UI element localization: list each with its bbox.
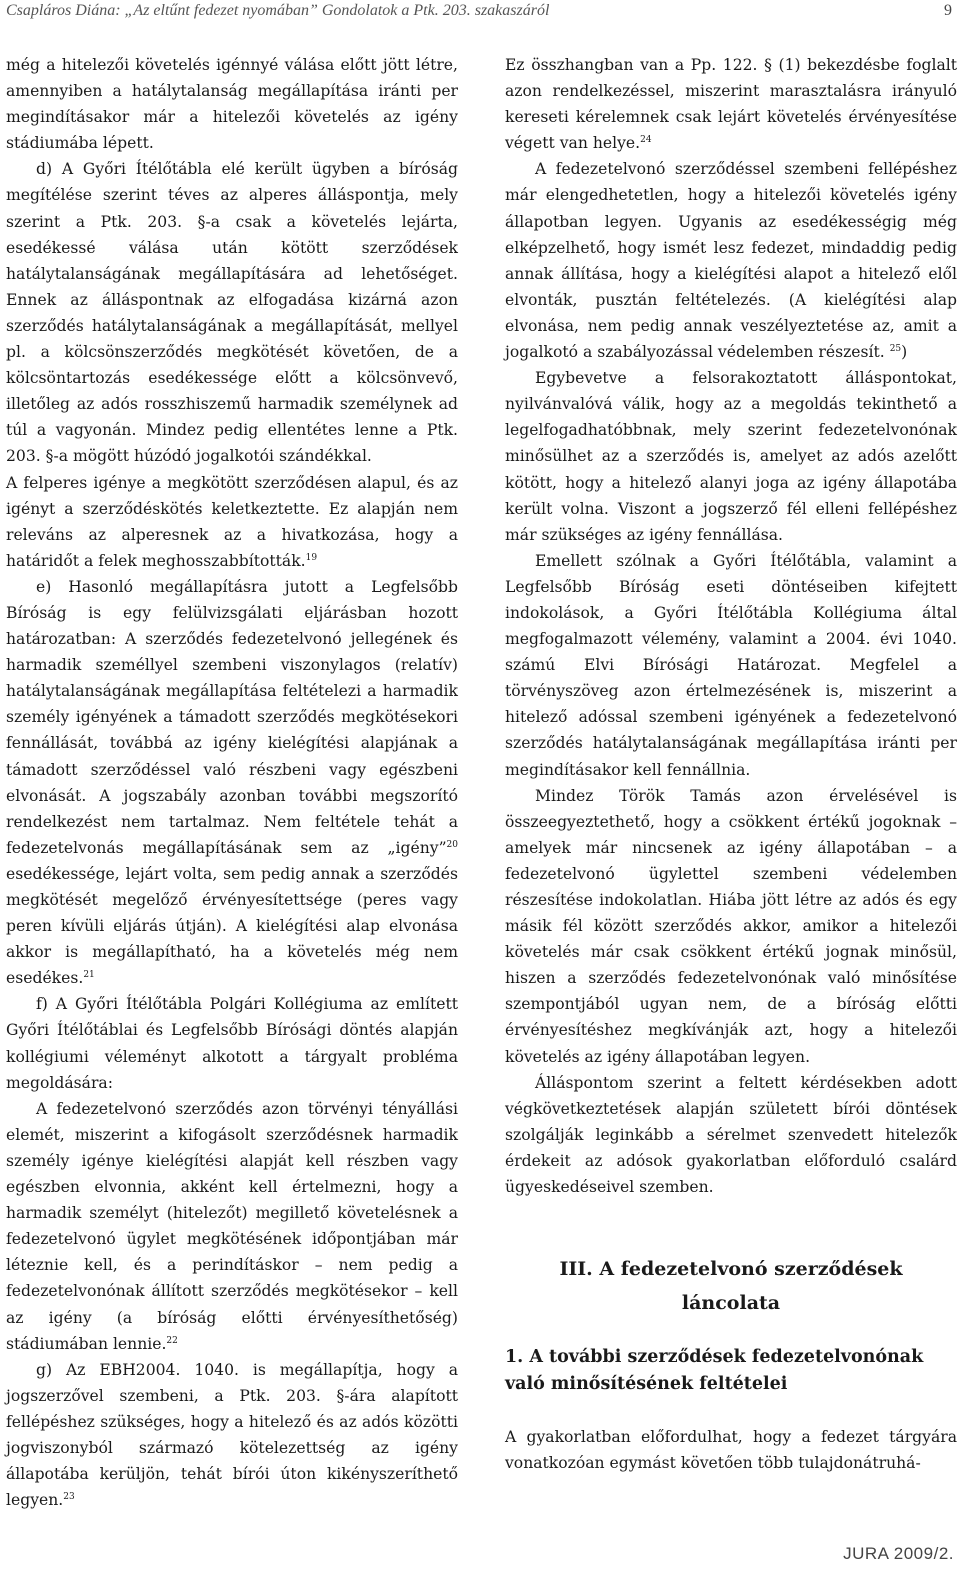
paragraph: Emellett szólnak a Győri Ítélőtábla, valamint a Legfelsőbb Bíróság eseti döntéseiben kifejtett indokolások, a Győri Ítélőtábla Kollégiuma által megfogalmazott vélemény, valamint a 2004. évi 1040. számú Elvi Bírósági Határozat. Megfelel a törvényszöveg azon értelmezésének is, miszerint a hitelező adóssal szembeni igényének a fedezetelvonó szerződés hatálytalanságának megállapítása iránti per megindításakor kell fennállnia.	[505, 551, 957, 779]
paragraph-text: A felperes igénye a megkötött szerződésen alapul, és az igényt a szerződéskötés keletkeztette. Ez alapján nem releváns az alperesnek az a hivatkozása, hogy a határidőt a felek meghosszabbították.	[6, 473, 458, 570]
paragraph: d) A Győri Ítélőtábla elé került ügyben a bíróság megítélése szerint téves az alperes álláspontja, mely szerint a Ptk. 203. §-a csak a követelés lejárta, esedékessé válása után kötött szerződések hatálytalanságának megállapítására ad lehetőséget. Ennek az álláspontnak az elfogadása kizárná azon szerződés hatálytalanságának a megállapítását, mellyel pl. a kölcsönszerződés megkötését követően, de a kölcsöntartozás esedékessége előtt a kölcsönvevő, illetőleg az adós rosszhiszemű harmadik személynek ad túl a vagyonán. Mindez pedig ellentétes lenne a Ptk. 203. §-a mögött húzódó jogalkotói szándékkal.	[6, 160, 458, 466]
footnote-ref: 19	[305, 552, 318, 563]
paragraph: Álláspontom szerint a feltett kérdésekben adott végkövetkeztetések alapján született bírói döntések szolgálják leginkább a sérelmet szenvedett hitelezők érdekeit az adósok gyakorlatban előforduló csalárd ügyeskedéseivel szemben.	[505, 1073, 957, 1197]
footnote-ref: 20	[446, 839, 458, 850]
paragraph: f) A Győri Ítélőtábla Polgári Kollégiuma az említett Győri Ítélőtáblai és Legfelsőbb Bírósági döntés alapján kollégiumi véleményt alkotott a tárgyalt probléma megoldására:	[6, 995, 458, 1092]
paragraph	[6, 1357, 458, 1514]
section-title-line: III. A fedezetelvonó szerződések	[559, 1258, 903, 1281]
paragraph	[6, 1096, 458, 1357]
paragraph-text: A fedezetelvonó szerződéssel szembeni fellépéshez már elengedhetetlen, hogy a hitelezői követelés igény állapotban legyen. Ugyanis az esedékességig még elképzelhető, hogy ismét lesz fedezet, mindaddig pedig annak állítása, hogy a kielégítési alapot a hitelező elől elvonták, pusztán feltételezés. (A kielégítési alap elvonása, nem pedig annak veszélyeztetése az, amit a jogalkotó a szabályozással védelemben részesít.	[505, 160, 957, 362]
footnote-ref: 23	[63, 1492, 75, 1503]
paragraph-text: g) Az EBH2004. 1040. is megállapítja, hogy a jogszerzővel szembeni, a Ptk. 203. §-ára alapított fellépéshez szükséges, hogy a hitelező és az adós közötti jogviszonyból származó kötelezettség az igény állapotába kerüljön, tehát bírói úton kikényszeríthető legyen.	[6, 1360, 458, 1510]
left-column	[6, 52, 458, 1513]
paragraph	[505, 156, 957, 365]
running-title: Csapláros Diána: „Az eltűnt fedezet nyomában” Gondolatok a Ptk. 203. szakaszáról	[6, 2, 550, 19]
paragraph: Mindez Török Tamás azon érvelésével is összeegyeztethető, hogy a csökkent értékű jogoknak – amelyek már nincsenek az igény állapotában – a fedezetelvonó ügylettel szembeni védelemben részesítése indokolatlan. Hiába jött létre az adós és egy másik fél között szerződés akkor, amikor a hitelezői követelés már csak csökkent értékű jognak minősül, hiszen a szerződés fedezetelvonónak való minősítése szempontjából ugyan nem, de a bíróság előtti érvényesítéshez megkívánják azt, hogy a hitelezői követelés az igény állapotában legyen.	[505, 786, 957, 1066]
paragraph-text: e) Hasonló megállapításra jutott a Legfelsőbb Bíróság is egy felülvizsgálati eljárásban hozott határozatban: A szerződés fedezetelvonó jellegének és harmadik személlyel szembeni viszonylagos (relatív) hatálytalanságának megállapítása feltételezi a harmadik személy igényének a támadott szerződés megkötésekori fennállását, továbbá az igény kielégítési alapjának a támadott szerződéssel való részbeni vagy egészbeni elvonását. A jogszabály azonban további megszorító rendelkezést nem tartalmaz. Nem feltétele tehát a fedezetelvonás megállapításának sem az „igény”	[6, 577, 458, 857]
footnote-ref: 25	[889, 344, 902, 355]
page-number: 9	[944, 2, 952, 19]
spacer	[505, 1200, 957, 1226]
section-title	[505, 1252, 957, 1320]
paragraph-text: )	[901, 343, 908, 362]
subsection-title: 1. A további szerződések fedezetelvonónak való minősítésének feltételei	[505, 1347, 924, 1395]
paragraph	[6, 470, 458, 574]
footnote-ref: 24	[640, 135, 652, 146]
paragraph: Egybevetve a felsorakoztatott álláspontokat, nyilvánvalóvá válik, hogy az a megoldás tekinthető a legelfogadhatóbbnak, mely szerint fedezetelvonónak minősülhet az a szerződés is, amelyet az adós azelőtt kötött, hogy a hitelező alanyi joga az igény állapotába került volna. Viszont a jogszerző fél elleni fellépéshez már szükséges az igény fennállása.	[505, 369, 957, 544]
paragraph	[6, 574, 458, 992]
footnote-ref: 22	[166, 1335, 178, 1346]
journal-footer: JURA 2009/2.	[843, 1544, 954, 1563]
paragraph-text: A fedezetelvonó szerződés azon törvényi tényállási elemét, miszerint a kifogásolt szerződésnek harmadik személy igénye kielégítési alapját kell részben vagy egészben elvonnia, akként kell értelmezni, hogy a harmadik személyt (hitelezőt) megillető követelésnek a fedezetelvonó ügylet megkötésének időpontjában már léteznie kell, és a perindításkor – nem pedig a fedezetelvonónak állított szerződés megkötésekor – kell az igény (a bíróság előtti érvényesíthetőség) stádiumában lennie.	[6, 1099, 458, 1353]
footnote-ref: 21	[83, 970, 95, 981]
paragraph-text: Ez összhangban van a Pp. 122. § (1) bekezdésbe foglalt azon rendelkezéssel, miszerint marasztalásra irányuló kereseti kérelemnek csak lejárt követelés érvényesítése végett van helye.	[505, 56, 957, 153]
spacer	[505, 1398, 957, 1424]
running-header	[6, 0, 956, 24]
paragraph-text: esedékessége, lejárt volta, sem pedig annak a szerződés megkötését megelőző érvényesítettsége (peres vagy peren kívüli eljárás útján). A kielégítési alap elvonása akkor is megállapítható, ha a követelés még nem esedékes.	[6, 864, 458, 988]
section-title-line: láncolata	[681, 1292, 781, 1315]
paragraph	[505, 52, 957, 156]
right-column	[505, 52, 957, 1476]
paragraph: még a hitelezői követelés igénnyé válása előtt jött létre, amennyiben a hatálytalanság megállapítása iránti per megindításakor már a hitelezői követelés az igény stádiumába lépett.	[6, 56, 458, 153]
paragraph: A gyakorlatban előfordulhat, hogy a fedezet tárgyára vonatkozóan egymást követően több tulajdonátruhá-	[505, 1428, 957, 1473]
